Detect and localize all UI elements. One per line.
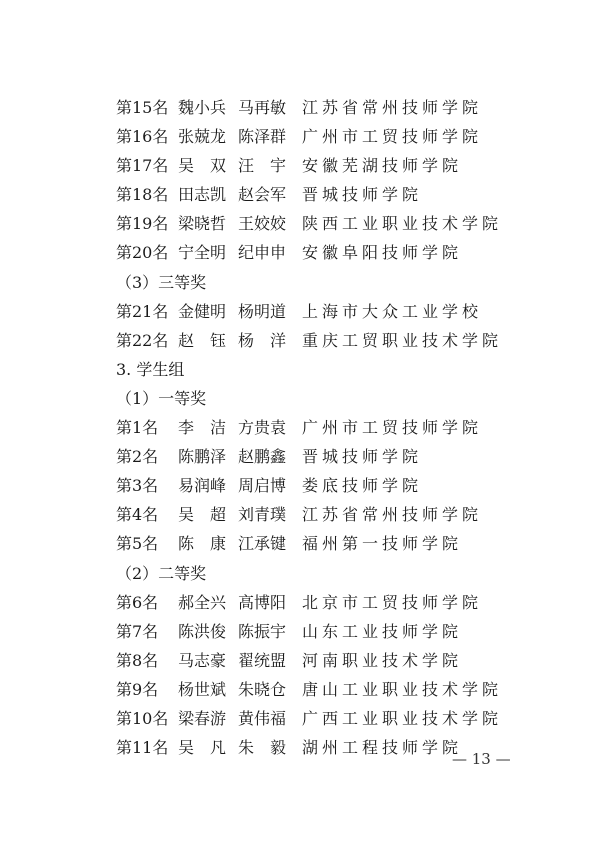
winner-name-2: 赵会军 xyxy=(238,185,287,205)
award-entry xyxy=(0,675,600,704)
institution-name: 晋城技师学院 xyxy=(302,447,423,467)
award-entry xyxy=(0,704,600,733)
rank-label: 第4名 xyxy=(116,505,159,525)
winner-name-2: 朱晓仓 xyxy=(238,679,287,699)
rank-label: 第18名 xyxy=(116,185,169,205)
rank-label: 第7名 xyxy=(116,621,159,641)
institution-name: 上海市大众工业学校 xyxy=(302,301,483,321)
institution-name: 广西工业职业技术学院 xyxy=(302,708,503,728)
rank-label: 第19名 xyxy=(116,214,169,234)
award-entry xyxy=(0,471,600,500)
award-entry xyxy=(0,413,600,442)
award-entry xyxy=(0,442,600,471)
rank-label: 第2名 xyxy=(116,447,159,467)
winner-name-1: 魏小兵 xyxy=(178,98,227,117)
winner-name-2: 杨 洋 xyxy=(238,330,287,350)
winner-name-1: 吴 凡 xyxy=(178,738,227,758)
winner-name-1: 易润峰 xyxy=(178,476,227,496)
rank-label: 第10名 xyxy=(116,708,169,728)
rank-label: 第6名 xyxy=(116,592,159,612)
institution-name: 山东工业技师学院 xyxy=(302,621,463,641)
rank-label: 第17名 xyxy=(116,156,169,176)
winner-name-2: 刘青璞 xyxy=(238,505,287,525)
award-entry xyxy=(0,238,600,267)
section-heading xyxy=(0,559,600,588)
winner-name-2: 江承键 xyxy=(238,534,287,554)
institution-name: 湖州工程技师学院 xyxy=(302,738,463,758)
rank-label: 第9名 xyxy=(116,679,159,699)
institution-name: 唐山工业职业技术学院 xyxy=(302,679,503,699)
rank-label: 第22名 xyxy=(116,330,169,350)
winner-name-2: 马再敏 xyxy=(238,98,287,117)
rank-label: 第3名 xyxy=(116,476,159,496)
institution-name: 重庆工贸职业技术学院 xyxy=(302,330,503,350)
winner-name-2: 高博阳 xyxy=(238,592,287,612)
winner-name-2: 翟统盟 xyxy=(238,650,287,670)
rank-label: 第5名 xyxy=(116,534,159,554)
section-heading xyxy=(0,384,600,413)
winner-name-2: 周启博 xyxy=(238,476,287,496)
winner-name-1: 吴 超 xyxy=(178,505,227,525)
rank-label: 第8名 xyxy=(116,650,159,670)
section-heading xyxy=(0,355,600,384)
section-heading-text: （3）三等奖 xyxy=(116,272,207,292)
winner-name-1: 陈洪俊 xyxy=(178,621,227,641)
winner-name-1: 杨世斌 xyxy=(178,679,227,699)
winner-name-1: 吴 双 xyxy=(178,156,227,176)
award-entry xyxy=(0,500,600,529)
section-heading-text: （2）二等奖 xyxy=(116,563,207,583)
rank-label: 第20名 xyxy=(116,243,169,263)
award-entry xyxy=(0,180,600,209)
rank-label: 第16名 xyxy=(116,127,169,147)
award-entry xyxy=(0,326,600,355)
winner-name-1: 宁全明 xyxy=(178,243,227,263)
page-number: — 13 — xyxy=(452,750,511,768)
winner-name-1: 梁春游 xyxy=(178,708,227,728)
winner-name-2: 汪 宇 xyxy=(238,156,287,176)
institution-name: 安徽阜阳技师学院 xyxy=(302,243,463,263)
rank-label: 第11名 xyxy=(116,738,169,758)
winner-name-2: 陈振宇 xyxy=(238,621,287,641)
institution-name: 江苏省常州技师学院 xyxy=(302,505,483,525)
winner-name-1: 李 洁 xyxy=(178,418,227,438)
winner-name-2: 杨明道 xyxy=(238,301,287,321)
rank-label: 第15名 xyxy=(116,98,169,117)
winner-name-2: 朱 毅 xyxy=(238,738,287,758)
award-entry xyxy=(0,646,600,675)
award-entry xyxy=(0,209,600,238)
institution-name: 福州第一技师学院 xyxy=(302,534,463,554)
rank-label: 第1名 xyxy=(116,418,159,438)
winner-name-1: 赵 钰 xyxy=(178,330,227,350)
section-heading xyxy=(0,268,600,297)
winner-name-1: 郝全兴 xyxy=(178,592,227,612)
institution-name: 安徽芜湖技师学院 xyxy=(302,156,463,176)
institution-name: 江苏省常州技师学院 xyxy=(302,98,483,117)
winner-name-2: 纪申申 xyxy=(238,243,287,263)
winner-name-2: 赵鹏鑫 xyxy=(238,447,287,467)
winner-name-1: 金健明 xyxy=(178,301,227,321)
award-entry xyxy=(0,588,600,617)
winner-name-2: 王姣姣 xyxy=(238,214,287,234)
award-entry xyxy=(0,122,600,151)
winner-name-2: 黄伟福 xyxy=(238,708,287,728)
institution-name: 娄底技师学院 xyxy=(302,476,423,496)
section-heading-text: （1）一等奖 xyxy=(116,388,207,408)
winner-name-2: 方贵袁 xyxy=(238,418,287,438)
winner-name-1: 陈鹏泽 xyxy=(178,447,227,467)
section-heading-text: 3. 学生组 xyxy=(116,359,185,379)
award-entry xyxy=(0,617,600,646)
winner-name-1: 田志凯 xyxy=(178,185,227,205)
award-entry xyxy=(0,297,600,326)
winner-name-1: 张兢龙 xyxy=(178,127,227,147)
institution-name: 晋城技师学院 xyxy=(302,185,423,205)
winner-name-1: 陈 康 xyxy=(178,534,227,554)
award-list xyxy=(0,93,600,762)
institution-name: 广州市工贸技师学院 xyxy=(302,418,483,438)
winner-name-1: 梁晓哲 xyxy=(178,214,227,234)
institution-name: 广州市工贸技师学院 xyxy=(302,127,483,147)
award-entry xyxy=(0,93,600,122)
award-entry xyxy=(0,151,600,180)
institution-name: 河南职业技术学院 xyxy=(302,650,463,670)
institution-name: 北京市工贸技师学院 xyxy=(302,592,483,612)
winner-name-2: 陈泽群 xyxy=(238,127,287,147)
award-entry xyxy=(0,529,600,558)
winner-name-1: 马志豪 xyxy=(178,650,227,670)
rank-label: 第21名 xyxy=(116,301,169,321)
institution-name: 陕西工业职业技术学院 xyxy=(302,214,503,234)
